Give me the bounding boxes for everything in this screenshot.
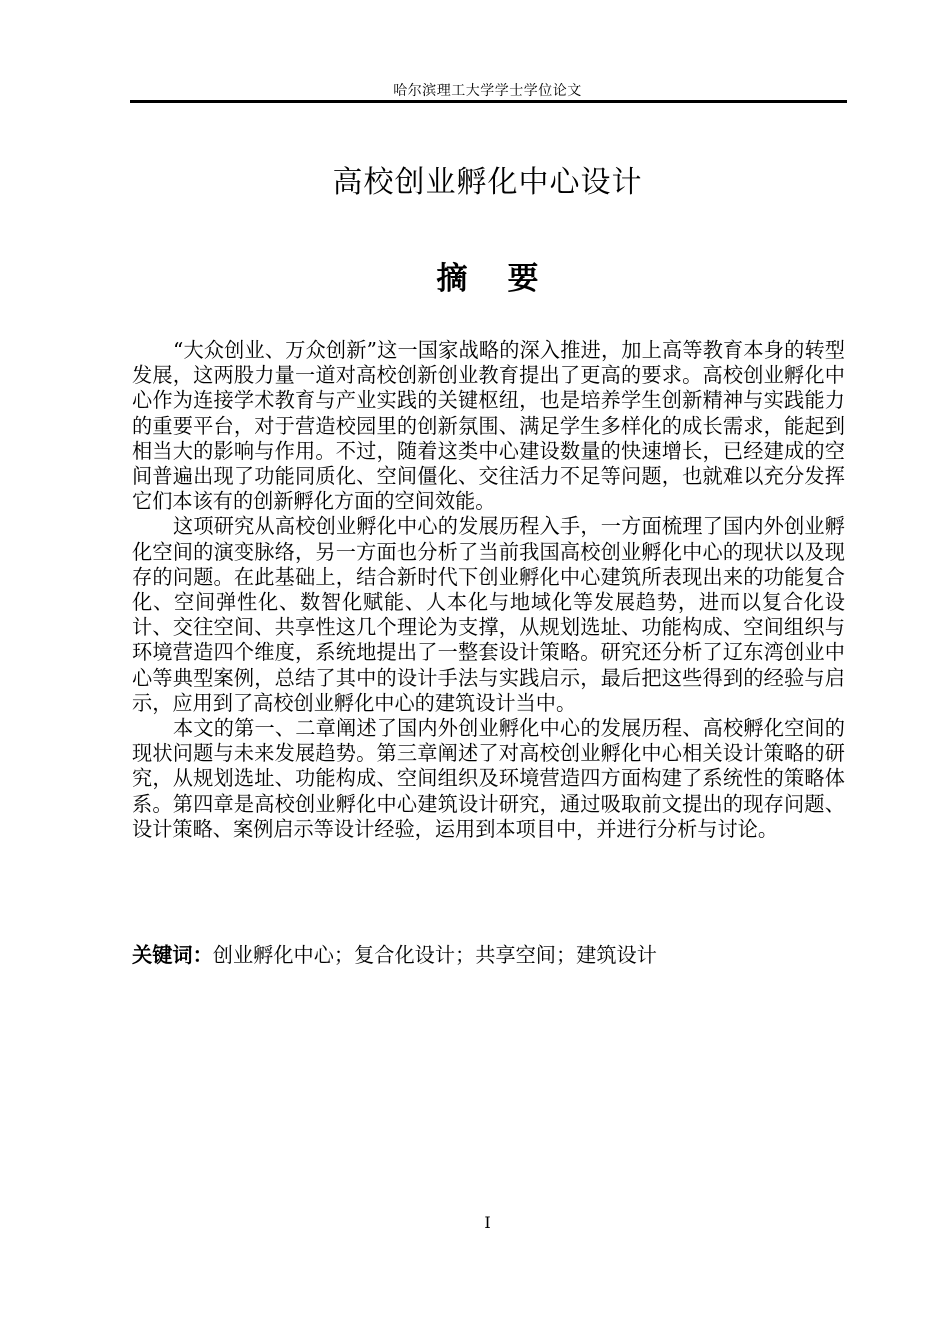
abstract-body [132,338,845,842]
keywords-label: 关键词： [132,943,213,967]
abstract-paragraph-3: 本文的第一、二章阐述了国内外创业孵化中心的发展历程、高校孵化空间的现状问题与未来发展趋势。第三章阐述了对高校创业孵化中心相关设计策略的研究，从规划选址、功能构成、空间组织及环境营造四方面构建了系统性的策略体系。第四章是高校创业孵化中心建筑设计研究，通过吸取前文提出的现存问题、设计策略、案例启示等设计经验，运用到本项目中，并进行分析与讨论。 [132,716,845,841]
abstract-paragraph-2: 这项研究从高校创业孵化中心的发展历程入手，一方面梳理了国内外创业孵化空间的演变脉络，另一方面也分析了当前我国高校创业孵化中心的现状以及现存的问题。在此基础上，结合新时代下创业孵化中心建筑所表现出来的功能复合化、空间弹性化、数智化赋能、人本化与地域化等发展趋势，进而以复合化设计、交往空间、共享性这几个理论为支撑，从规划选址、功能构成、空间组织与环境营造四个维度，系统地提出了一整套设计策略。研究还分析了辽东湾创业中心等典型案例，总结了其中的设计手法与实践启示，最后把这些得到的经验与启示，应用到了高校创业孵化中心的建筑设计当中。 [132,514,845,715]
page-number: I [484,1213,491,1232]
abstract-paragraph-1: “大众创业、万众创新”这一国家战略的深入推进，加上高等教育本身的转型发展，这两股力量一道对高校创新创业教育提出了更高的要求。高校创业孵化中心作为连接学术教育与产业实践的关键枢纽，也是培养学生创新精神与实践能力的重要平台，对于营造校园里的创新氛围、满足学生多样化的成长需求，能起到相当大的影响与作用。不过，随着这类中心建设数量的快速增长，已经建成的空间普遍出现了功能同质化、空间僵化、交往活力不足等问题，也就难以充分发挥它们本该有的创新孵化方面的空间效能。 [132,338,845,514]
running-header: 哈尔滨理工大学学士学位论文 [393,83,582,99]
keywords-line [132,943,845,968]
header-divider [130,100,847,103]
keywords-text: 创业孵化中心；复合化设计；共享空间；建筑设计 [212,943,657,967]
abstract-heading: 摘要 [436,261,579,297]
thesis-title: 高校创业孵化中心设计 [332,165,643,200]
